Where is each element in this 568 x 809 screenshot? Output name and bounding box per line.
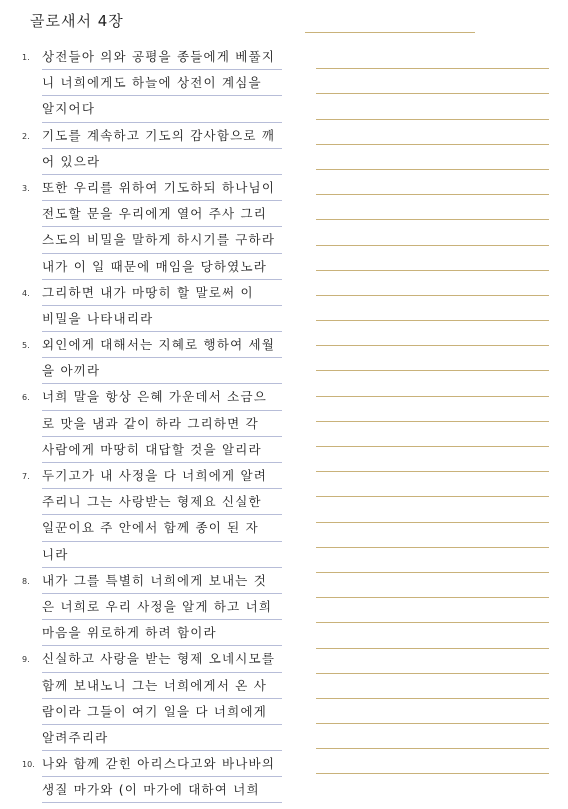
verse-line: 생질 마가와 (이 마가에 대하여 너희 [42,777,282,803]
verse-line: 니 너희에게도 하늘에 상전이 계심을 [42,70,282,96]
verse-line: 신실하고 사랑을 받는 형제 오네시모를 [42,646,282,672]
practice-line [316,120,549,145]
verse-line: 기도를 계속하고 기도의 감사함으로 깨 [42,123,282,149]
practice-line [316,598,549,623]
verse-line: 그리하면 내가 마땅히 할 말로써 이 [42,280,282,306]
verse-line: 내가 이 일 때문에 매임을 당하였노라 [42,254,282,280]
page-title: 골로새서 4장 [30,12,124,30]
practice-line [316,472,549,497]
verse-line: 나와 함께 갇힌 아리스다고와 바나바의 [42,751,282,777]
verse-line: 일꾼이요 주 안에서 함께 종이 된 자 [42,515,282,541]
verse-line: 알려주리라 [42,725,282,751]
verse-number: 2. [22,131,30,141]
practice-lines [316,44,549,774]
verse-line: 내가 그를 특별히 너희에게 보내는 것 [42,568,282,594]
verse-1 [22,44,282,123]
title-underline [305,32,475,33]
verse-line: 마음을 위로하게 하려 함이라 [42,620,282,646]
verse-9 [22,646,282,751]
practice-line [316,497,549,522]
practice-line [316,649,549,674]
practice-line [316,371,549,396]
practice-line [316,246,549,271]
practice-line [316,220,549,245]
verse-number: 7. [22,472,30,481]
verse-7 [22,463,282,568]
verse-3 [22,175,282,280]
verse-line: 알지어다 [42,96,282,122]
verse-line: 또한 우리를 위하여 기도하되 하나님이 [42,175,282,201]
verse-8 [22,568,282,647]
verse-number: 1. [22,53,30,62]
practice-line [316,44,549,69]
practice-line [316,170,549,195]
practice-line [316,195,549,220]
verse-line: 외인에게 대해서는 지혜로 행하여 세월 [42,332,282,358]
verse-line: 너희 말을 항상 은혜 가운데서 소금으 [42,384,282,410]
practice-line [316,145,549,170]
practice-line [316,94,549,119]
verse-number: 3. [22,183,30,193]
practice-line [316,447,549,472]
practice-line [316,699,549,724]
verse-line: 함께 보내노니 그는 너희에게서 온 사 [42,673,282,699]
verse-line: 을 아끼라 [42,358,282,384]
verse-line: 어 있으라 [42,149,282,175]
verse-line: 비밀을 나타내리라 [42,306,282,332]
verse-line: 람이라 그들이 여기 일을 다 너희에게 [42,699,282,725]
practice-line [316,422,549,447]
verse-line: 니라 [42,542,282,568]
verse-4 [22,280,282,332]
verse-10 [22,751,282,803]
verse-2 [22,123,282,175]
practice-line [316,271,549,296]
practice-line [316,321,549,346]
verse-line: 전도할 문을 우리에게 열어 주사 그리 [42,201,282,227]
practice-line [316,548,549,573]
verse-line: 주리니 그는 사랑받는 형제요 신실한 [42,489,282,515]
verse-5 [22,332,282,384]
practice-line [316,724,549,749]
verse-number: 5. [22,341,30,351]
practice-line [316,69,549,94]
practice-line [316,296,549,321]
verse-6 [22,384,282,463]
verse-line: 스도의 비밀을 말하게 하시기를 구하라 [42,227,282,253]
verse-line: 상전들아 의와 공평을 종들에게 베풀지 [42,44,282,70]
verse-number: 8. [22,576,30,586]
practice-line [316,346,549,371]
verse-number: 10. [22,760,35,770]
practice-line [316,623,549,648]
verse-line: 사람에게 마땅히 대답할 것을 알리라 [42,437,282,463]
verse-line: 은 너희로 우리 사정을 알게 하고 너희 [42,594,282,620]
verse-number: 6. [22,393,30,403]
practice-line [316,523,549,548]
practice-line [316,573,549,598]
practice-line [316,674,549,699]
practice-line [316,749,549,774]
practice-line [316,397,549,422]
verse-number: 4. [22,288,30,298]
verse-list [22,44,282,803]
verse-line: 두기고가 내 사정을 다 너희에게 알려 [42,463,282,489]
verse-number: 9. [22,655,30,665]
verse-line: 로 맛을 냄과 같이 하라 그리하면 각 [42,411,282,437]
